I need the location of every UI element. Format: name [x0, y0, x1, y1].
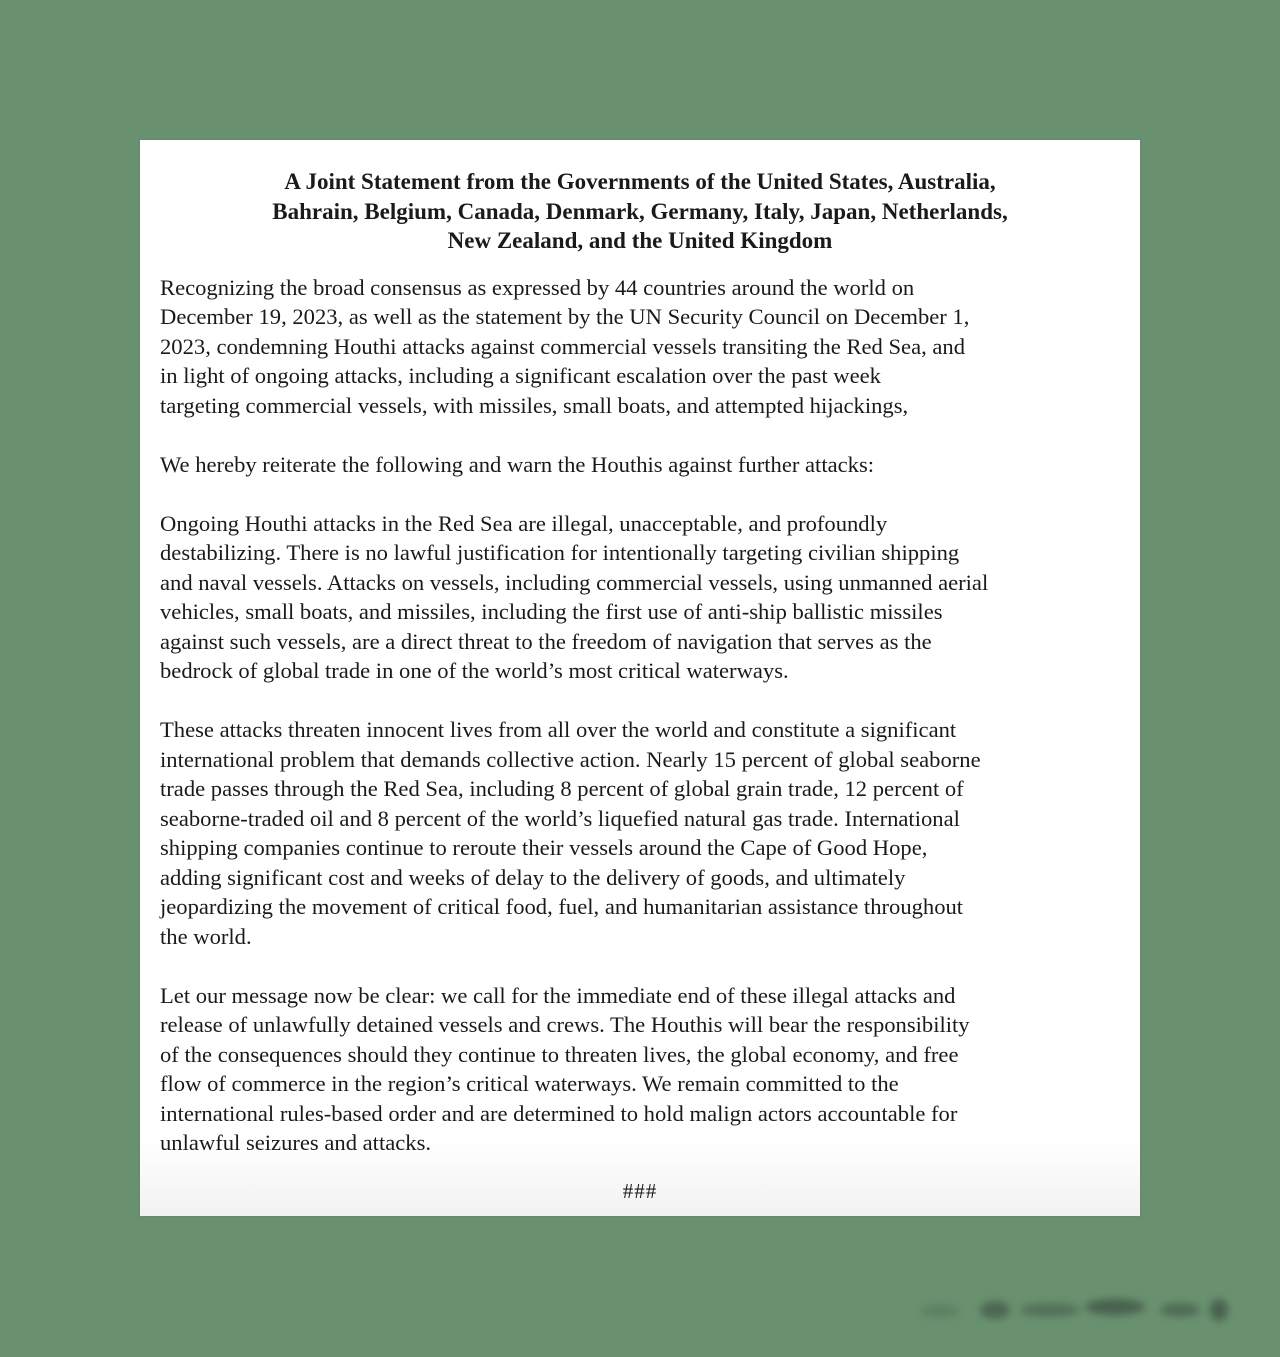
paragraph-line: release of unlawfully detained vessels and crews. The Houthis will bear the responsibility: [160, 1012, 970, 1037]
paragraph-line: international problem that demands collective action. Nearly 15 percent of global seaborne: [160, 746, 981, 772]
paragraph-line: vehicles, small boats, and missiles, including the first use of anti-ship ballistic missiles: [160, 599, 943, 624]
paragraph-recognizing: [160, 273, 1120, 421]
paragraph-line: trade passes through the Red Sea, including 8 percent of global grain trade, 12 percent of: [160, 776, 964, 801]
paragraph-line: flow of commerce in the region’s critical waterways. We remain committed to the: [160, 1071, 899, 1096]
statement-title: [160, 167, 1120, 256]
paragraph-line: shipping companies continue to reroute their vessels around the Cape of Good Hope,: [160, 835, 928, 860]
end-mark: ###: [622, 1178, 658, 1203]
title-line: Bahrain, Belgium, Canada, Denmark, Germany, Italy, Japan, Netherlands,: [272, 198, 1008, 224]
paragraph-line: These attacks threaten innocent lives from all over the world and constitute a significant: [160, 717, 957, 742]
paragraph-line: Let our message now be clear: we call for the immediate end of these illegal attacks and: [160, 982, 956, 1008]
paragraph-line: bedrock of global trade in one of the world’s most critical waterways.: [160, 658, 789, 683]
paragraph-line: December 19, 2023, as well as the statement by the UN Security Council on December 1,: [160, 304, 970, 329]
paragraph-line: adding significant cost and weeks of delay to the delivery of goods, and ultimately: [160, 864, 906, 890]
paragraph-line: Recognizing the broad consensus as expressed by 44 countries around the world on: [160, 274, 915, 300]
paragraph-reiterate: [160, 450, 1120, 480]
paragraph-line: seaborne-traded oil and 8 percent of the world’s liquefied natural gas trade. International: [160, 805, 960, 831]
paragraph-line: against such vessels, are a direct threat to the freedom of navigation that serves as the: [160, 628, 932, 654]
paragraph-line: targeting commercial vessels, with missiles, small boats, and attempted hijackings,: [160, 392, 909, 418]
blurred-watermark: [920, 1293, 1250, 1327]
paragraph-ongoing-attacks: [160, 509, 1120, 686]
paragraph-line: jeopardizing the movement of critical food, fuel, and humanitarian assistance throughout: [160, 894, 964, 919]
paragraph-line: international rules-based order and are determined to hold malign actors accountable for: [160, 1100, 958, 1126]
paragraph-line: Ongoing Houthi attacks in the Red Sea are illegal, unacceptable, and profoundly: [160, 510, 888, 536]
paragraph-line: and naval vessels. Attacks on vessels, including commercial vessels, using unmanned aerial: [160, 569, 989, 595]
title-line: New Zealand, and the United Kingdom: [447, 228, 833, 253]
paragraph-line: destabilizing. There is no lawful justification for intentionally targeting civilian shipping: [160, 540, 960, 565]
statement-page: [140, 140, 1140, 1216]
paragraph-line: unlawful seizures and attacks.: [160, 1130, 432, 1155]
paragraph-line: in light of ongoing attacks, including a significant escalation over the past week: [160, 363, 881, 388]
paragraph-line: 2023, condemning Houthi attacks against commercial vessels transiting the Red Sea, and: [160, 333, 966, 359]
paragraph-line: We hereby reiterate the following and warn the Houthis against further attacks:: [160, 451, 875, 477]
title-line: A Joint Statement from the Governments of the United States, Australia,: [284, 169, 996, 194]
paragraph-threaten-lives: [160, 715, 1120, 951]
paragraph-message: [160, 981, 1120, 1158]
paragraph-line: the world.: [160, 923, 252, 949]
paragraph-line: of the consequences should they continue to threaten lives, the global economy, and free: [160, 1041, 959, 1067]
